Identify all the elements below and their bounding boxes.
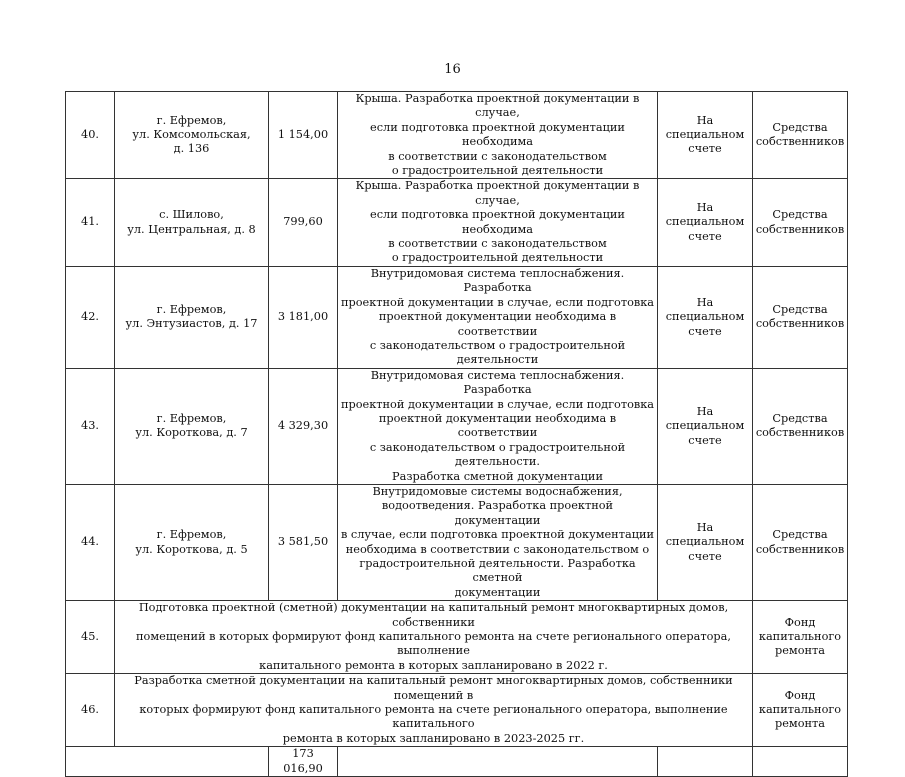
work-description-cell: Внутридомовая система теплоснабжения. Разработка проектной документации в случае, если подготовка проектной документации необходима в соответствии с законодательством о градостроительной деятельности: [338, 266, 658, 368]
row-number: 40.: [66, 92, 115, 179]
account-cell: На специальном счете: [658, 92, 753, 179]
address-cell: с. Шилово, ул. Центральная, д. 8: [115, 179, 269, 266]
account-cell: На специальном счете: [658, 368, 753, 484]
empty-cell: [338, 747, 658, 777]
empty-cell: [66, 747, 269, 777]
funding-source-cell: Фонд капитального ремонта: [753, 601, 848, 674]
funding-source-cell: Средства собственников: [753, 179, 848, 266]
cost-cell: 4 329,30: [269, 368, 338, 484]
funding-source-cell: Средства собственников: [753, 266, 848, 368]
table-row: [66, 674, 848, 747]
account-cell: На специальном счете: [658, 484, 753, 600]
capital-repair-table: [65, 91, 848, 777]
funding-source-cell: Средства собственников: [753, 484, 848, 600]
cost-cell: 3 581,50: [269, 484, 338, 600]
total-row: [66, 747, 848, 777]
funding-source-cell: Средства собственников: [753, 368, 848, 484]
table-row: [66, 484, 848, 600]
account-cell: На специальном счете: [658, 266, 753, 368]
row-number: 44.: [66, 484, 115, 600]
empty-cell: [753, 747, 848, 777]
empty-cell: [658, 747, 753, 777]
total-cost-cell: 173 016,90: [269, 747, 338, 777]
page-number: 16: [444, 62, 461, 77]
work-description-cell: Внутридомовая система теплоснабжения. Разработка проектной документации в случае, если подготовка проектной документации необходима в соответствии с законодательством о градостроительной деятельности. Разработка сметной документации: [338, 368, 658, 484]
funding-source-cell: Фонд капитального ремонта: [753, 674, 848, 747]
work-description-cell: Крыша. Разработка проектной документации в случае, если подготовка проектной документации необходима в соответствии с законодательством о градостроительной деятельности: [338, 179, 658, 266]
table-row: [66, 266, 848, 368]
address-cell: г. Ефремов, ул. Энтузиастов, д. 17: [115, 266, 269, 368]
work-description-cell: Крыша. Разработка проектной документации в случае, если подготовка проектной документации необходима в соответствии с законодательством о градостроительной деятельности: [338, 92, 658, 179]
merged-description-cell: Подготовка проектной (сметной) документации на капитальный ремонт многоквартирных домов, собственники помещений в которых формируют фонд капитального ремонта на счете регионального оператора, выполнение капитального ремонта в которых запланировано в 2022 г.: [115, 601, 753, 674]
address-cell: г. Ефремов, ул. Короткова, д. 5: [115, 484, 269, 600]
row-number: 43.: [66, 368, 115, 484]
address-cell: г. Ефремов, ул. Короткова, д. 7: [115, 368, 269, 484]
row-number: 46.: [66, 674, 115, 747]
table-row: [66, 92, 848, 179]
work-description-cell: Внутридомовые системы водоснабжения, водоотведения. Разработка проектной документации в случае, если подготовка проектной документации необходима в соответствии с законодательством о градостроительной деятельности. Разработка сметной документации: [338, 484, 658, 600]
cost-cell: 799,60: [269, 179, 338, 266]
funding-source-cell: Средства собственников: [753, 92, 848, 179]
table-row: [66, 368, 848, 484]
account-cell: На специальном счете: [658, 179, 753, 266]
cost-cell: 1 154,00: [269, 92, 338, 179]
row-number: 41.: [66, 179, 115, 266]
cost-cell: 3 181,00: [269, 266, 338, 368]
table-row: [66, 601, 848, 674]
row-number: 45.: [66, 601, 115, 674]
table-row: [66, 179, 848, 266]
merged-description-cell: Разработка сметной документации на капитальный ремонт многоквартирных домов, собственники помещений в которых формируют фонд капитального ремонта на счете регионального оператора, выполнение капитального ремонта в которых запланировано в 2023-2025 гг.: [115, 674, 753, 747]
row-number: 42.: [66, 266, 115, 368]
address-cell: г. Ефремов, ул. Комсомольская, д. 136: [115, 92, 269, 179]
